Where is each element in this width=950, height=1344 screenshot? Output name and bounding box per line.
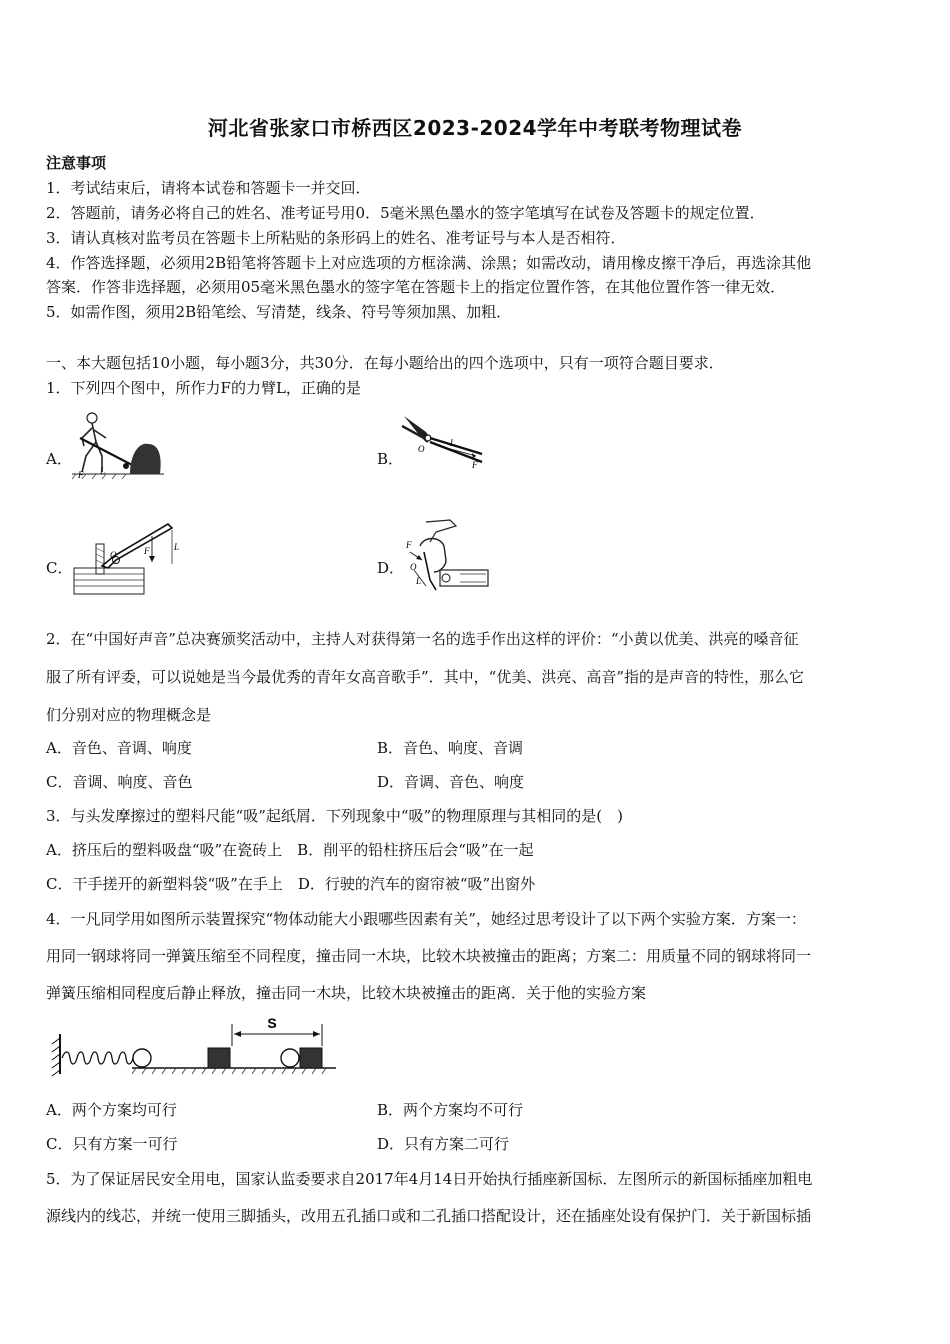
notice-heading: 注意事项 [46,154,107,172]
notice-item: 答案．作答非选择题，必须用05毫米黑色墨水的签字笔在答题卡上的指定位置作答，在其他位置作答一律无效． [46,278,786,296]
q1-figure-a-label: F [78,470,84,480]
q1-figure-b [400,412,490,472]
q4-option-c: C．只有方案一可行 [46,1135,178,1153]
q2-option-c: C．音调、响度、音色 [46,773,193,791]
question-2-line: 服了所有评委，可以说她是当今最优秀的青年女高音歌手”．其中，“优美、洪亮、高音”指的是声音的特性，那么它 [46,668,805,686]
question-4-line: 弹簧压缩相同程度后静止释放，撞击同一木块，比较木块被撞击的距离．关于他的实验方案 [46,984,647,1002]
notice-item: 2．答题前，请务必将自己的姓名、准考证号用0．5毫米黑色墨水的签字笔填写在试卷及答题卡的规定位置． [46,204,765,222]
question-2-line: 2．在“中国好声音”总决赛颁奖活动中，主持人对获得第一名的选手作出这样的评价：“小黄以优美、洪亮的嗓音征 [46,630,799,648]
page-title: 河北省张家口市桥西区2023-2024学年中考联考物理试卷 [207,116,743,140]
notice-item: 5．如需作图，须用2B铅笔绘、写清楚，线条、符号等须加黑、加粗． [46,303,512,321]
q1-figure-b-label: F [472,460,478,470]
q1-figure-d [400,516,492,600]
q1-option-d-label: D． [377,559,405,577]
q1-option-a-label: A． [46,450,72,468]
q4-option-a: A．两个方案均可行 [46,1101,177,1119]
q3-options-row: A．挤压后的塑料吸盘“吸”在瓷砖上 B．削平的铅柱挤压后会“吸”在一起 [46,841,534,859]
q3-options-row: C．干手搓开的新塑料袋“吸”在手上 D．行驶的汽车的窗帘被“吸”出窗外 [46,875,536,893]
q4-option-d: D．只有方案二可行 [377,1135,510,1153]
q1-figure-b-label: L [450,438,456,448]
q1-figure-d-label: L [416,576,422,586]
q1-figure-d-label: F [406,540,412,550]
notice-item: 1．考试结束后，请将本试卷和答题卡一并交回． [46,179,371,197]
question-1-stem: 1．下列四个图中，所作力F的力臂L，正确的是 [46,379,361,397]
q4-figure [46,1010,336,1082]
question-2-line: 们分别对应的物理概念是 [46,706,212,724]
section-heading: 一、本大题包括10小题，每小题3分，共30分．在每小题给出的四个选项中，只有一项符合题目要求． [46,354,724,372]
q2-option-b: B．音色、响度、音调 [377,739,524,757]
q1-option-b-label: B． [377,450,404,468]
q1-figure-c-label: O [110,550,117,560]
question-3-stem: 3．与头发摩擦过的塑料尺能“吸”起纸屑．下列现象中“吸”的物理原理与其相同的是( ) [46,807,623,825]
q4-figure-distance-label: S [267,1015,277,1031]
q1-figure-a-label: L [100,466,106,476]
question-4-line: 4．一凡同学用如图所示装置探究“物体动能大小跟哪些因素有关”，她经过思考设计了以下两个实验方案．方案一： [46,910,806,928]
q2-option-d: D．音调、音色、响度 [377,773,525,791]
notice-item: 3．请认真核对监考员在答题卡上所粘贴的条形码上的姓名、准考证号与本人是否相符． [46,229,626,247]
question-5-line: 源线内的线芯，并统一使用三脚插头，改用五孔插口或和二孔插口搭配设计，还在插座处设有保护门．关于新国标插 [46,1207,812,1225]
q1-figure-a [72,408,164,480]
q1-figure-c-label: F [144,546,150,556]
q1-figure-c-label: L [174,542,180,552]
question-5-line: 5．为了保证居民安全用电，国家认监委要求自2017年4月14日开始执行插座新国标．左图所示的新国标插座加粗电 [46,1170,813,1188]
q1-figure-c [72,518,182,598]
q1-figure-d-label: O [410,562,417,572]
q1-option-c-label: C． [46,559,73,577]
question-4-line: 用同一钢球将同一弹簧压缩至不同程度，撞击同一木块，比较木块被撞击的距离；方案二：用质量不同的钢球将同一 [46,947,812,965]
q4-option-b: B．两个方案均不可行 [377,1101,524,1119]
q1-figure-b-label: O [418,444,425,454]
q2-option-a: A．音色、音调、响度 [46,739,192,757]
notice-item: 4．作答选择题，必须用2B铅笔将答题卡上对应选项的方框涂满、涂黑；如需改动，请用橡皮擦干净后，再选涂其他 [46,254,812,272]
